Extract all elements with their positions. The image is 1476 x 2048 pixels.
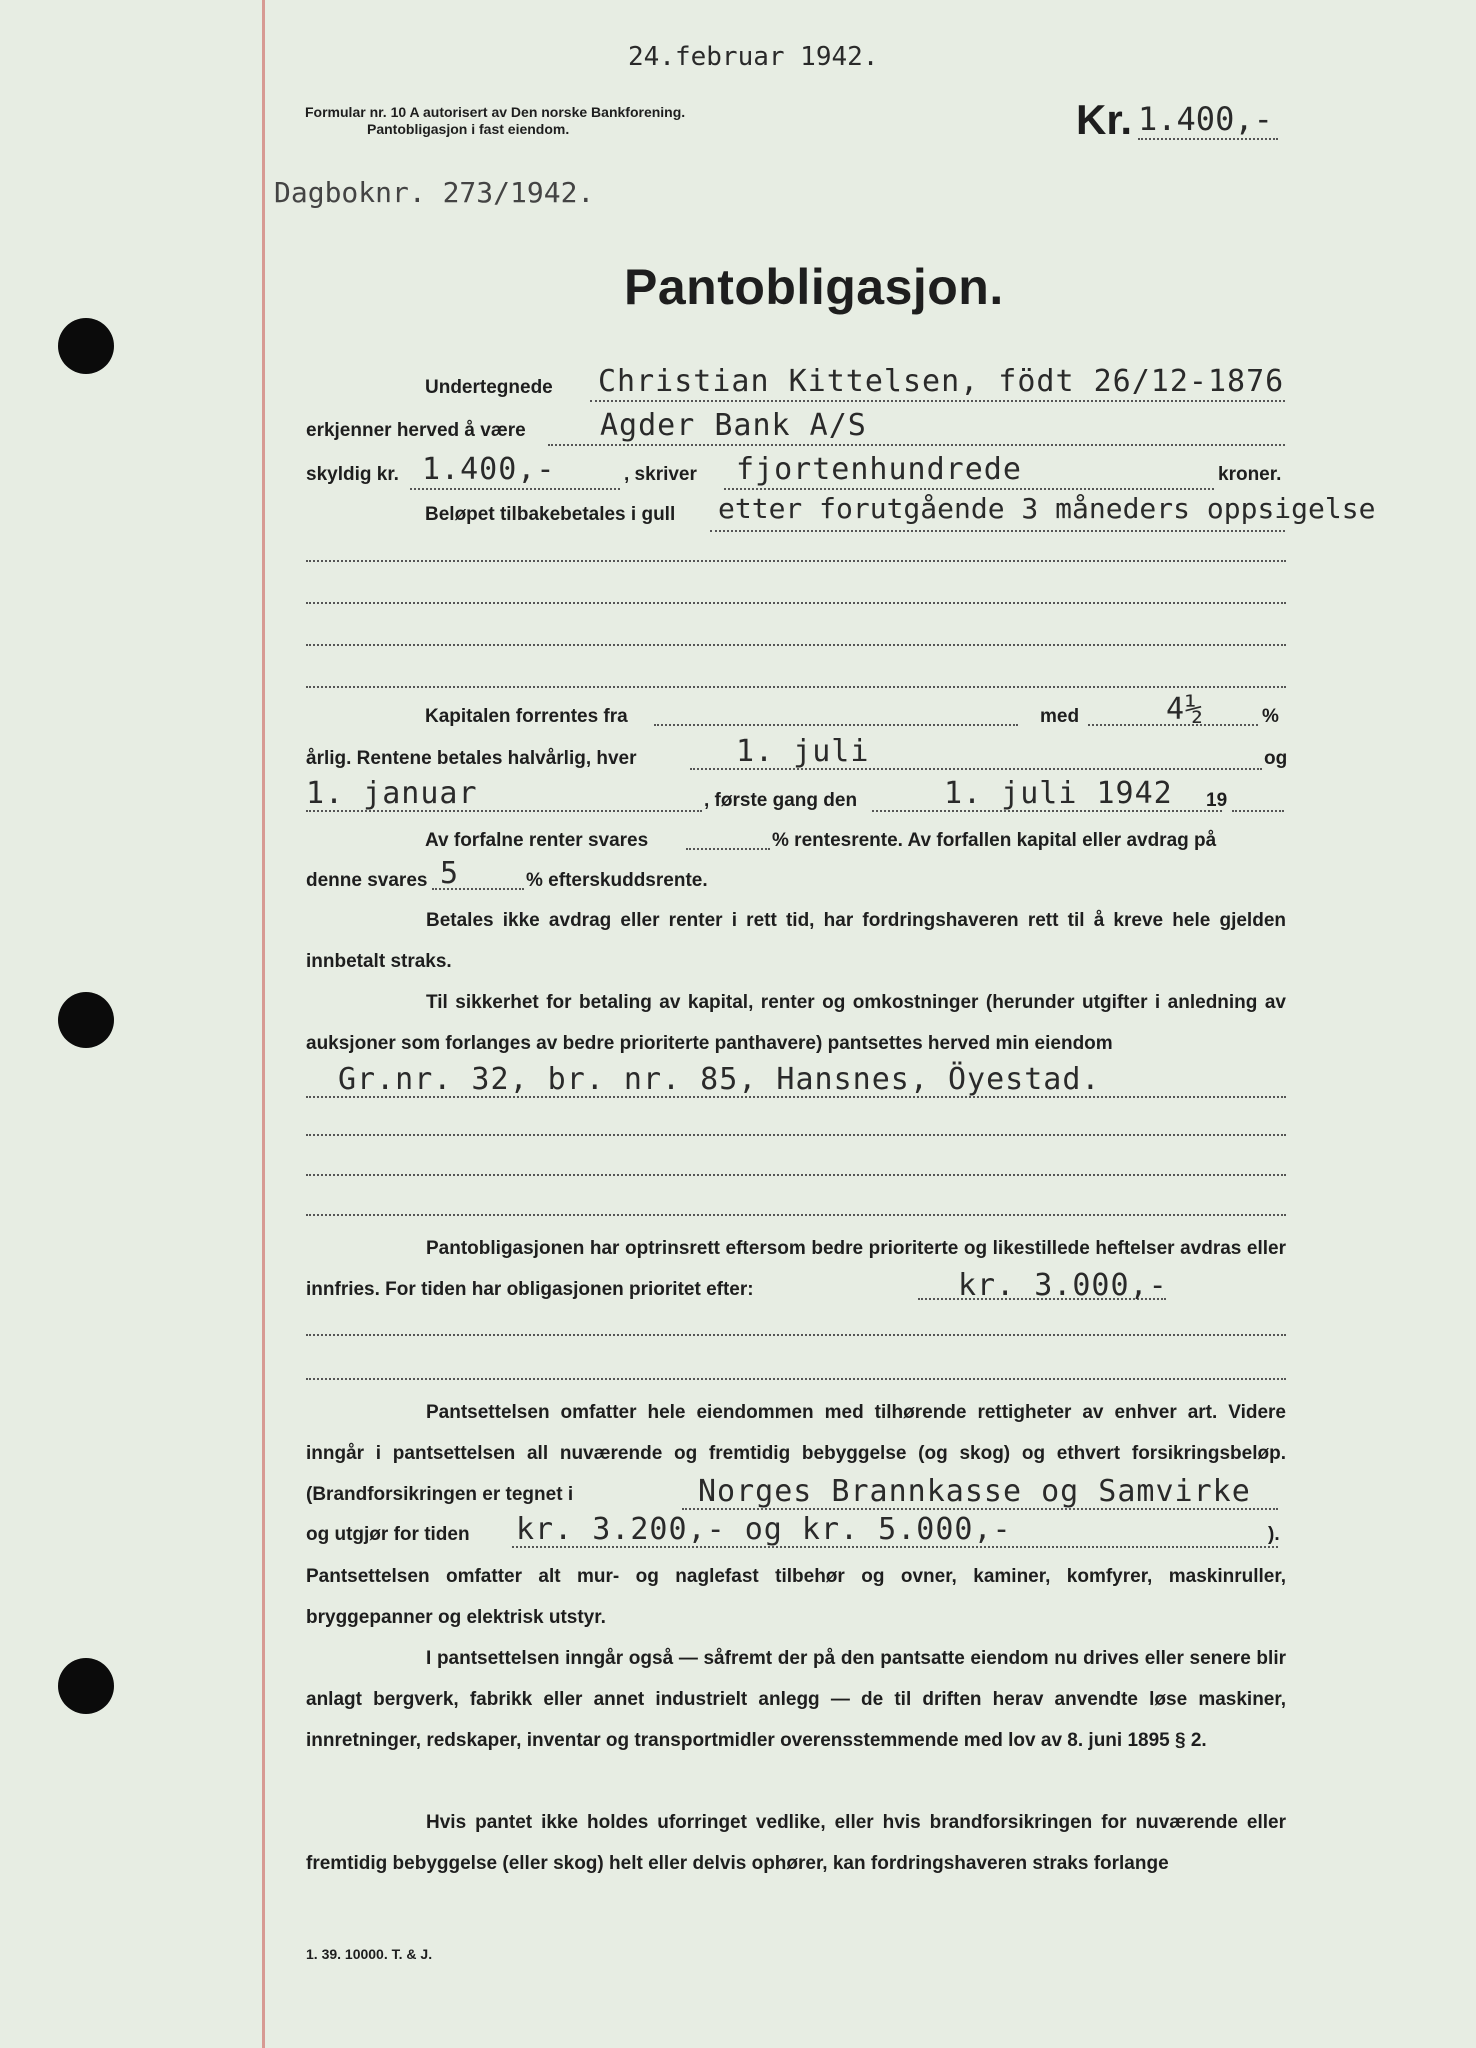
paragraph-pantsettelsen-b-text: Pantsettelsen omfatter alt mur- og naglefast tilbehør og ovner, kaminer, komfyrer, maskinruller, bryggepanner og elektrisk utstyr. (306, 1566, 1286, 1628)
paragraph-hvis-text: Hvis pantet ikke holdes uforringet vedlike, eller hvis brandforsikringen for nuværende eller fremtidig bebyggelse (eller skog) helt eller delvis ophører, kan fordringshaveren straks forlange (306, 1812, 1286, 1874)
paragraph-pantsettelsen-b (306, 1556, 1286, 1638)
punch-hole (58, 1658, 114, 1714)
blank-line (306, 1134, 1286, 1136)
percent-sign: % (1262, 706, 1279, 727)
utgjor-value: kr. 3.200,- og kr. 5.000,- (516, 1512, 1012, 1547)
fra-label: Kapitalen forrentes fra (425, 706, 628, 727)
punch-hole (58, 992, 114, 1048)
erkjenner-label: erkjenner herved å være (306, 420, 526, 441)
amount-underline (1138, 138, 1278, 140)
blank-line (306, 644, 1286, 646)
blank-line (306, 1174, 1286, 1176)
eiendom-value: Gr.nr. 32, br. nr. 85, Hansnes, Öyestad. (338, 1062, 1101, 1097)
document-title: Pantobligasjon. (624, 259, 1004, 315)
skriver-label: , skriver (624, 464, 697, 485)
date-stamp: 24.februar 1942. (628, 42, 879, 72)
paragraph-betales-text: Betales ikke avdrag eller renter i rett tid, har fordringshaveren rett til å kreve hele gjelden innbetalt straks. (306, 910, 1286, 972)
year-field (1232, 778, 1284, 812)
belopet-label: Beløpet tilbakebetales i gull (425, 504, 676, 525)
kroner-label: kroner. (1218, 464, 1282, 485)
form-note-line2: Pantobligasjon i fast eiendom. (367, 121, 570, 137)
paragraph-sikkerhet (306, 982, 1286, 1064)
undertegnede-value: Christian Kittelsen, födt 26/12-1876 (598, 364, 1285, 399)
forste-label: , første gang den (704, 790, 858, 811)
dagbok-number: Dagboknr. 273/1942. (274, 176, 595, 209)
skriver-value: fjortenhundrede (736, 452, 1022, 487)
amount-value: 1.400,- (1138, 100, 1273, 138)
paragraph-optrinsrett-text: Pantobligasjonen har optrinsrett eftersom bedre prioriterte og likestillede heftelser avdras eller innfries. For tiden har obligasjonen prioritet efter: (306, 1238, 1286, 1300)
rate-value: 4½ (1166, 692, 1205, 727)
undertegnede-label: Undertegnede (425, 377, 553, 398)
paragraph-pantsettelsen-a-text: Pantsettelsen omfatter hele eiendommen med tilhørende rettigheter av enhver art. Videre inngår i pantsettelsen all nuværende og fremtidig bebyggelse (og skog) og ethvert forsikringsbeløp. (Brandforsikringen er tegnet i (306, 1402, 1286, 1505)
blank-line (306, 686, 1286, 688)
print-code: 1. 39. 10000. T. & J. (306, 1946, 433, 1962)
amount-prefix: Kr. (1076, 96, 1133, 143)
denne-label: denne svares (306, 870, 428, 891)
arlig-label: årlig. Rentene betales halvårlig, hver (306, 748, 637, 769)
close-paren: ). (1268, 1524, 1280, 1545)
efterskudd-label: % efterskuddsrente. (526, 870, 708, 891)
denne-value: 5 (440, 856, 460, 891)
rentesrente-label: % rentesrente. Av forfallen kapital eller avdrag på (772, 830, 1217, 851)
blank-line (306, 602, 1286, 604)
prioritet-value: kr. 3.000,- (958, 1268, 1168, 1303)
og-label: og (1264, 748, 1288, 769)
med-label: med (1040, 706, 1080, 727)
forste-value: 1. juli 1942 (944, 776, 1173, 811)
utgjor-label: og utgjør for tiden (306, 1524, 470, 1545)
paragraph-betales (306, 900, 1286, 982)
blank-line (306, 1334, 1286, 1336)
paragraph-sikkerhet-text: Til sikkerhet for betaling av kapital, renter og omkostninger (herunder utgifter i anledning av auksjoner som forlanges av bedre prioriterte panthavere) pantsettes herved min eiendom (306, 992, 1286, 1054)
paragraph-hvis (306, 1802, 1286, 1884)
punch-hole (58, 318, 114, 374)
second-date-value: 1. januar (306, 776, 478, 811)
blank-line (306, 560, 1286, 562)
blank-line (306, 1378, 1286, 1380)
brand-value: Norges Brannkasse og Samvirke (698, 1474, 1251, 1509)
forfalne-label: Av forfalne renter svares (425, 830, 649, 851)
hver-value: 1. juli (736, 734, 870, 769)
belopet-value: etter forutgående 3 måneders oppsigelse (718, 492, 1376, 525)
paragraph-inngaar (306, 1638, 1286, 1761)
form-note-line1: Formular nr. 10 A autorisert av Den norske Bankforening. (305, 104, 686, 120)
forfalne-field (686, 820, 770, 850)
blank-line (306, 1214, 1286, 1216)
erkjenner-value: Agder Bank A/S (600, 408, 867, 443)
margin-line (262, 0, 265, 2048)
year-prefix: 19 (1206, 790, 1228, 811)
fra-field (654, 696, 1018, 726)
paragraph-inngaar-text: I pantsettelsen inngår også — såfremt der på den pantsatte eiendom nu drives eller senere blir anlagt bergverk, fabrikk eller annet industrielt anlegg — de til driften herav anvendte løse maskiner, innretninger, redskaper, inventar og transportmidler overensstemmende med lov av 8. juni 1895 § 2. (306, 1648, 1286, 1751)
skyldig-label: skyldig kr. (306, 464, 399, 485)
skyldig-value: 1.400,- (422, 452, 556, 487)
